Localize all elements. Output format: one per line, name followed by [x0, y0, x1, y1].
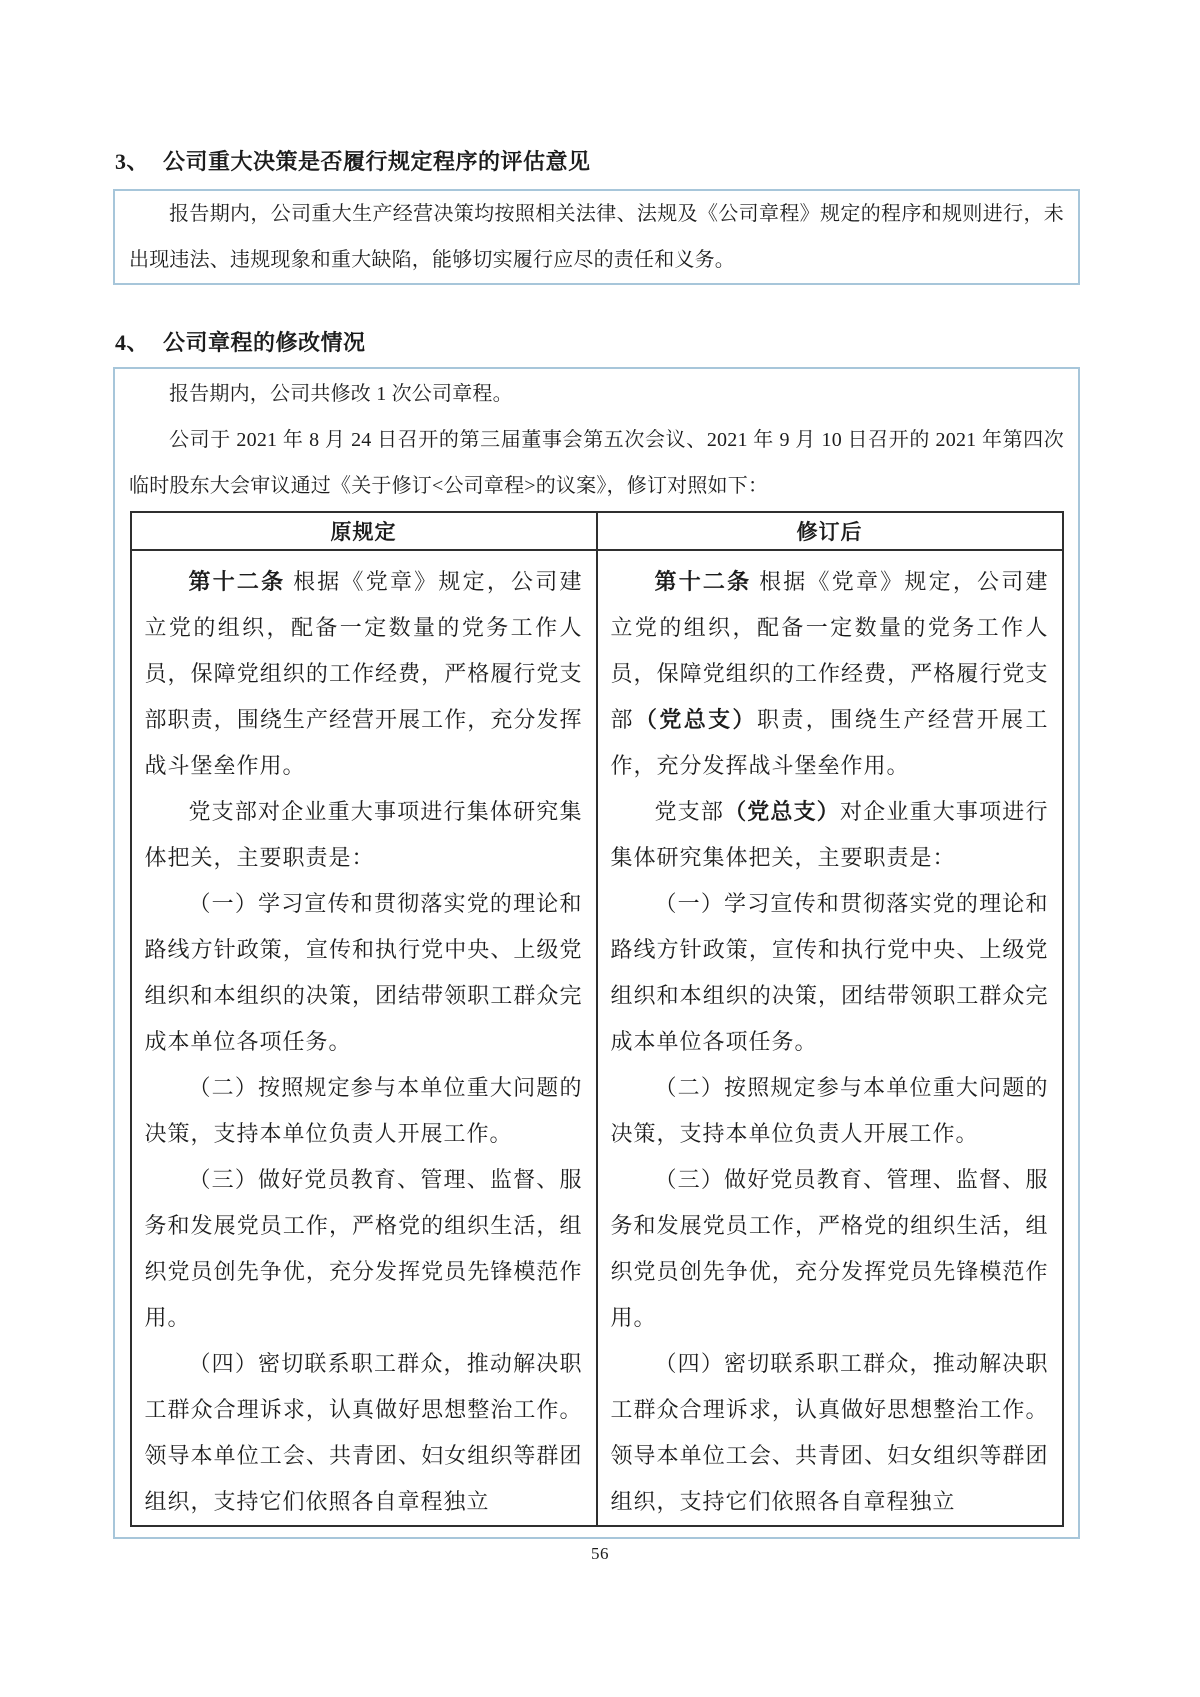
section-3-heading: [115, 148, 591, 176]
section-4-title: 公司章程的修改情况: [163, 330, 366, 355]
table-body-row: [131, 550, 1063, 1526]
table-cell-paragraph: （一）学习宣传和贯彻落实党的理论和路线方针政策，宣传和执行党中央、上级党组织和本组织的决策，团结带领职工群众完成本单位各项任务。: [144, 891, 583, 1054]
table-cell-paragraph: 第十二条 根据《党章》规定，公司建立党的组织，配备一定数量的党务工作人员，保障党组织的工作经费，严格履行党支部职责，围绕生产经营开展工作，充分发挥战斗堡垒作用。: [144, 569, 583, 778]
section-4-paragraph-1: 报告期内，公司共修改 1 次公司章程。: [169, 383, 513, 405]
table-header-original: 原规定: [131, 512, 597, 550]
table-cell-paragraph: 党支部（党总支）对企业重大事项进行集体研究集体把关，主要职责是：: [610, 799, 1049, 870]
section-4-heading: [115, 329, 366, 357]
section-4-paragraph-2: 公司于 2021 年 8 月 24 日召开的第三届董事会第五次会议、2021 年 9 月 10 日召开的 2021 年第四次临时股东大会审议通过《关于修订<公司章程>的议案》，修订对照如下：: [129, 429, 1064, 497]
section-4-number: 4、: [115, 330, 150, 355]
table-cell-paragraph: （三）做好党员教育、管理、监督、服务和发展党员工作，严格党的组织生活，组织党员创先争优，充分发挥党员先锋模范作用。: [610, 1167, 1049, 1330]
table-header-revised: 修订后: [597, 512, 1063, 550]
original-text-block: [145, 559, 583, 1525]
table-cell-paragraph: （四）密切联系职工群众，推动解决职工群众合理诉求，认真做好思想整治工作。领导本单位工会、共青团、妇女组织等群团组织，支持它们依照各自章程独立: [144, 1351, 583, 1514]
section-3-highlight-box: [113, 189, 1080, 285]
table-cell-revised: [597, 550, 1063, 1526]
table-cell-original: [131, 550, 597, 1526]
table-cell-paragraph: （二）按照规定参与本单位重大问题的决策，支持本单位负责人开展工作。: [610, 1075, 1049, 1146]
page-number: 56: [591, 1544, 609, 1563]
section-3-number: 3、: [115, 149, 150, 174]
section-3-body-paragraph: 报告期内，公司重大生产经营决策均按照相关法律、法规及《公司章程》规定的程序和规则进行，未出现违法、违规现象和重大缺陷，能够切实履行应尽的责任和义务。: [129, 203, 1064, 271]
table-header-row: [131, 512, 1063, 550]
revised-text-block: [611, 559, 1049, 1525]
table-cell-paragraph: （二）按照规定参与本单位重大问题的决策，支持本单位负责人开展工作。: [144, 1075, 583, 1146]
section-4-highlight-box: [113, 367, 1080, 1539]
table-cell-paragraph: （四）密切联系职工群众，推动解决职工群众合理诉求，认真做好思想整治工作。领导本单位工会、共青团、妇女组织等群团组织，支持它们依照各自章程独立: [610, 1351, 1049, 1514]
section-3-title: 公司重大决策是否履行规定程序的评估意见: [163, 149, 591, 174]
table-cell-paragraph: （一）学习宣传和贯彻落实党的理论和路线方针政策，宣传和执行党中央、上级党组织和本组织的决策，团结带领职工群众完成本单位各项任务。: [610, 891, 1049, 1054]
table-cell-paragraph: 第十二条 根据《党章》规定，公司建立党的组织，配备一定数量的党务工作人员，保障党组织的工作经费，严格履行党支部（党总支）职责，围绕生产经营开展工作，充分发挥战斗堡垒作用。: [610, 569, 1049, 778]
amendment-comparison-table: [130, 511, 1064, 1527]
table-cell-paragraph: 党支部对企业重大事项进行集体研究集体把关，主要职责是：: [144, 799, 583, 870]
table-cell-paragraph: （三）做好党员教育、管理、监督、服务和发展党员工作，严格党的组织生活，组织党员创先争优，充分发挥党员先锋模范作用。: [144, 1167, 583, 1330]
